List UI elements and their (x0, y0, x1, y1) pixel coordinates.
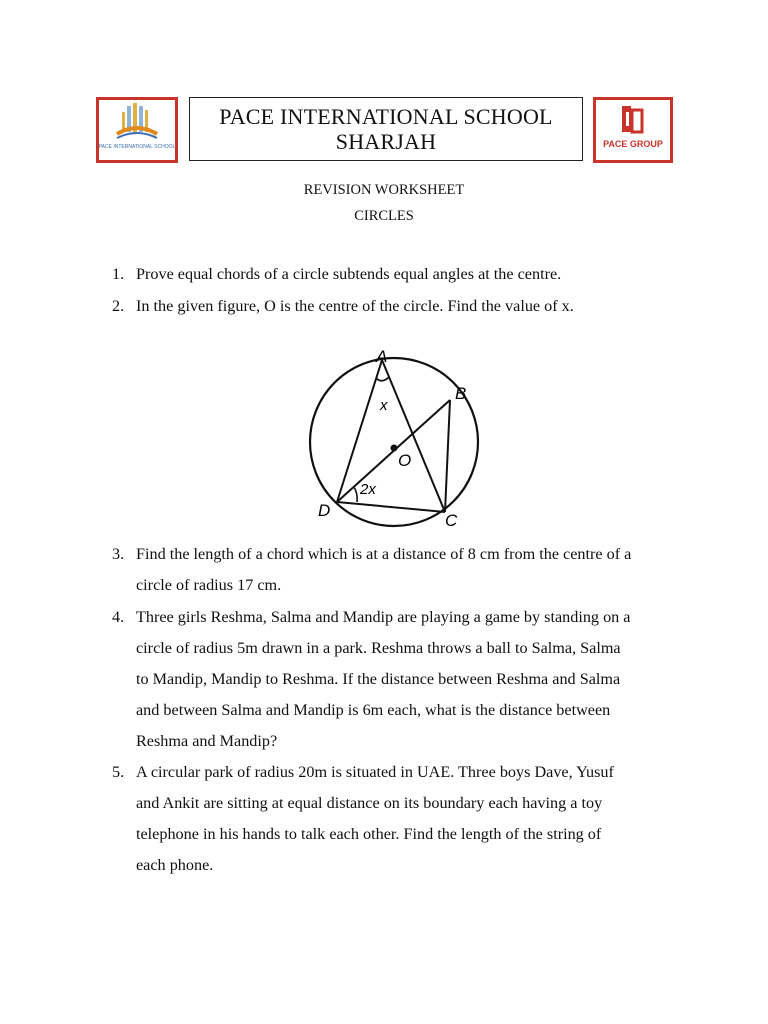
question-text-line-2: circle of radius 5m drawn in a park. Reshma throws a ball to Salma, Salma (136, 639, 621, 657)
label-c: C (445, 511, 458, 530)
left-logo-text: PACE INTERNATIONAL SCHOOL (99, 144, 175, 150)
circle-outline (310, 358, 478, 526)
centre-point (391, 445, 398, 452)
question-text-line-3: to Mandip, Mandip to Reshma. If the distance between Reshma and Salma (136, 670, 621, 688)
circle-figure (300, 340, 490, 535)
question-text-line-1: Find the length of a chord which is at a distance of 8 cm from the centre of a (136, 545, 632, 563)
school-location: SHARJAH (335, 129, 437, 154)
question-number: 3. (112, 545, 125, 563)
question-text-line-4: and between Salma and Mandip is 6m each, what is the distance between (136, 701, 611, 719)
question-text-line-5: Reshma and Mandip? (136, 732, 278, 750)
angle-label-2x: 2x (360, 481, 376, 498)
label-a: A (376, 347, 388, 366)
question-text-line-4: each phone. (136, 856, 214, 874)
question-number: 4. (112, 608, 125, 626)
question-text-line-2: circle of radius 17 cm. (136, 576, 282, 594)
label-o: O (398, 451, 412, 470)
question-text-line-2: and Ankit are sitting at equal distance on its boundary each having a toy (136, 794, 603, 812)
question-number: 1. (112, 265, 125, 283)
worksheet-title: REVISION WORKSHEET (303, 182, 465, 198)
pace-group-logo (593, 97, 673, 163)
question-text-line-1: A circular park of radius 20m is situated in UAE. Three boys Dave, Yusuf (136, 763, 614, 781)
question-text: Prove equal chords of a circle subtends equal angles at the centre. (136, 265, 562, 283)
school-name-box (189, 97, 583, 161)
chord-dc (337, 502, 445, 512)
label-d: D (318, 501, 331, 520)
angle-arc-a (376, 377, 389, 381)
worksheet-topic: CIRCLES (354, 208, 414, 224)
angle-label-x: x (380, 397, 388, 414)
question-number: 2. (112, 297, 125, 315)
question-text-line-1: Three girls Reshma, Salma and Mandip are playing a game by standing on a (136, 608, 631, 626)
question-text: In the given figure, O is the centre of the circle. Find the value of x. (136, 297, 574, 315)
pace-international-school-logo (96, 97, 178, 163)
right-logo-text: PACE GROUP (603, 139, 663, 149)
angle-arc-d (354, 487, 357, 502)
chord-bc (445, 400, 450, 512)
label-b: B (455, 384, 467, 403)
chord-ac (382, 360, 445, 512)
school-name: PACE INTERNATIONAL SCHOOL (219, 104, 553, 129)
question-number: 5. (112, 763, 125, 781)
question-text-line-3: telephone in his hands to talk each other. Find the length of the string of (136, 825, 602, 843)
